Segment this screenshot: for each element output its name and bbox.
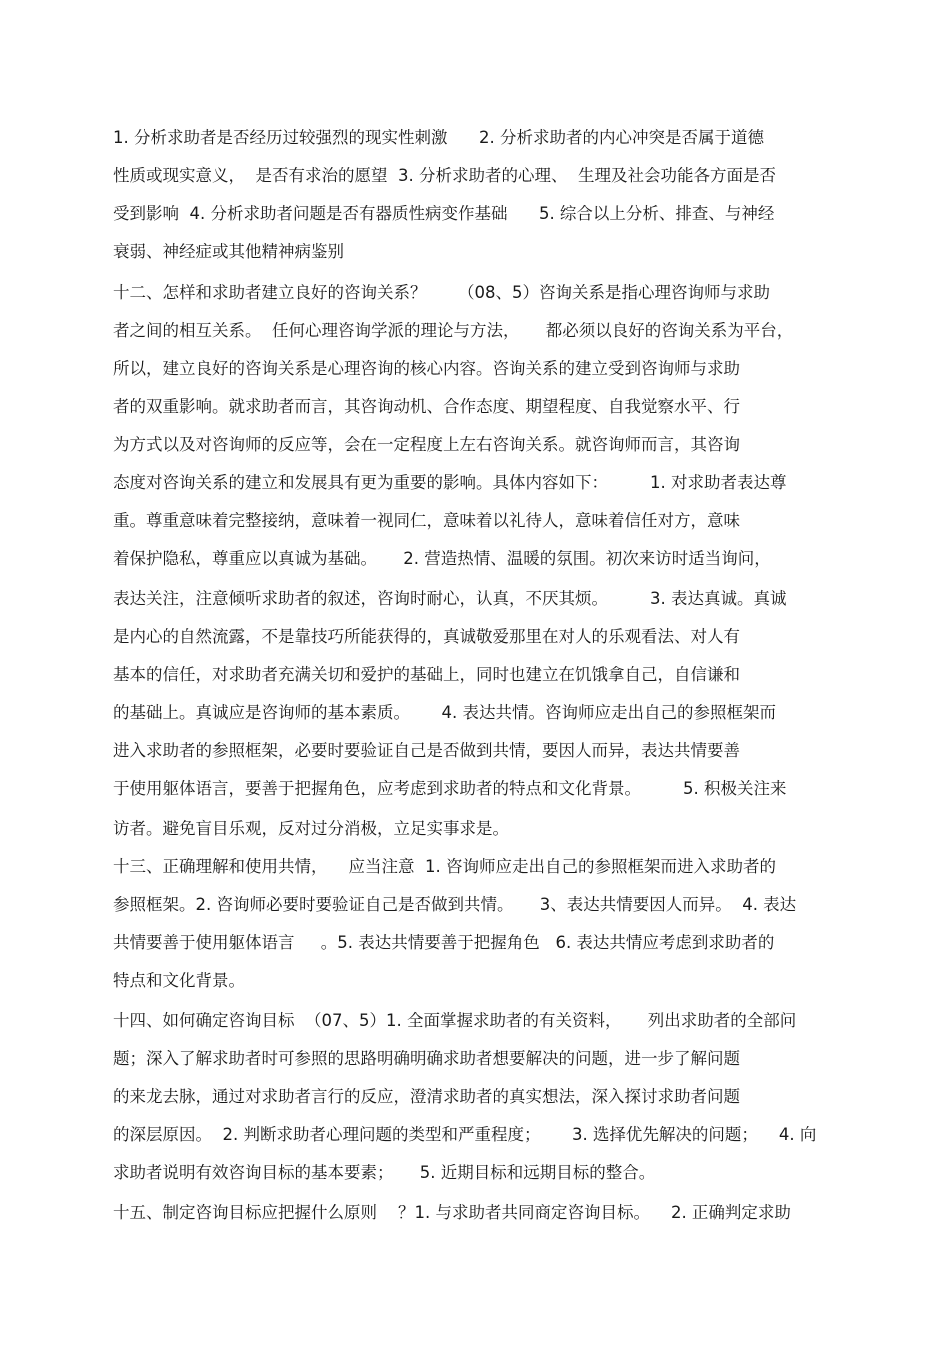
text-line: 共情要善于使用躯体语言 。5. 表达共情要善于把握角色 6. 表达共情应考虑到求助者的 [113, 933, 775, 952]
text-line: 受到影响 4. 分析求助者问题是否有器质性病变作基础 5. 综合以上分析、排查、与神经 [113, 204, 775, 223]
text-line: 基本的信任，对求助者充满关切和爱护的基础上，同时也建立在饥饿拿自己，自信谦和 [113, 665, 740, 684]
section-heading-line: 十五、制定咨询目标应把握什么原则 ？1. 与求助者共同商定咨询目标。 2. 正确判定求助 [113, 1203, 791, 1222]
text-line: 为方式以及对咨询师的反应等，会在一定程度上左右咨询关系。就咨询师而言，其咨询 [113, 435, 740, 454]
text-line: 题；深入了解求助者时可参照的思路明确明确求助者想要解决的问题，进一步了解问题 [113, 1049, 740, 1068]
section-heading-line: 十三、正确理解和使用共情， 应当注意 1. 咨询师应走出自己的参照框架而进入求助者的 [113, 857, 776, 876]
text-line: 参照框架。2. 咨询师必要时要验证自己是否做到共情。 3、表达共情要因人而异。 4. 表达 [113, 895, 797, 914]
text-line: 者之间的相互关系。 任何心理咨询学派的理论与方法， 都必须以良好的咨询关系为平台， [113, 321, 794, 340]
text-line: 于使用躯体语言，要善于把握角色，应考虑到求助者的特点和文化背景。 5. 积极关注来 [113, 779, 787, 798]
text-line: 的深层原因。 2. 判断求助者心理问题的类型和严重程度； 3. 选择优先解决的问题； 4. 向 [113, 1125, 817, 1144]
text-line: 重。尊重意味着完整接纳，意味着一视同仁，意味着以礼待人，意味着信任对方，意味 [113, 511, 740, 530]
text-line: 表达关注，注意倾听求助者的叙述，咨询时耐心，认真，不厌其烦。 3. 表达真诚。真诚 [113, 589, 787, 608]
text-line: 的基础上。真诚应是咨询师的基本素质。 4. 表达共情。咨询师应走出自己的参照框架而 [113, 703, 776, 722]
text-line: 态度对咨询关系的建立和发展具有更为重要的影响。具体内容如下： 1. 对求助者表达尊 [113, 473, 787, 492]
text-line: 求助者说明有效咨询目标的基本要素； 5. 近期目标和远期目标的整合。 [113, 1163, 656, 1182]
text-line: 性质或现实意义， 是否有求治的愿望 3. 分析求助者的心理、 生理及社会功能各方面是否 [113, 166, 776, 185]
section-heading-line: 十二、怎样和求助者建立良好的咨询关系？ （08、5）咨询关系是指心理咨询师与求助 [113, 283, 770, 302]
text-line: 所以，建立良好的咨询关系是心理咨询的核心内容。咨询关系的建立受到咨询师与求助 [113, 359, 740, 378]
text-line: 者的双重影响。就求助者而言，其咨询动机、合作态度、期望程度、自我觉察水平、行 [113, 397, 740, 416]
text-line: 进入求助者的参照框架，必要时要验证自己是否做到共情，要因人而异，表达共情要善 [113, 741, 740, 760]
text-line: 衰弱、神经症或其他精神病鉴别 [113, 242, 344, 261]
section-heading-line: 十四、如何确定咨询目标 （07、5）1. 全面掌握求助者的有关资料， 列出求助者的全部问 [113, 1011, 797, 1030]
text-line: 的来龙去脉，通过对求助者言行的反应，澄清求助者的真实想法，深入探讨求助者问题 [113, 1087, 740, 1106]
text-line: 访者。避免盲目乐观，反对过分消极，立足实事求是。 [113, 819, 509, 838]
text-line: 着保护隐私，尊重应以真诚为基础。 2. 营造热情、温暖的氛围。初次来访时适当询问， [113, 549, 771, 568]
text-line: 是内心的自然流露，不是靠技巧所能获得的，真诚敬爱那里在对人的乐观看法、对人有 [113, 627, 740, 646]
text-line: 1. 分析求助者是否经历过较强烈的现实性刺激 2. 分析求助者的内心冲突是否属于道德 [113, 128, 764, 147]
text-line: 特点和文化背景。 [113, 971, 245, 990]
